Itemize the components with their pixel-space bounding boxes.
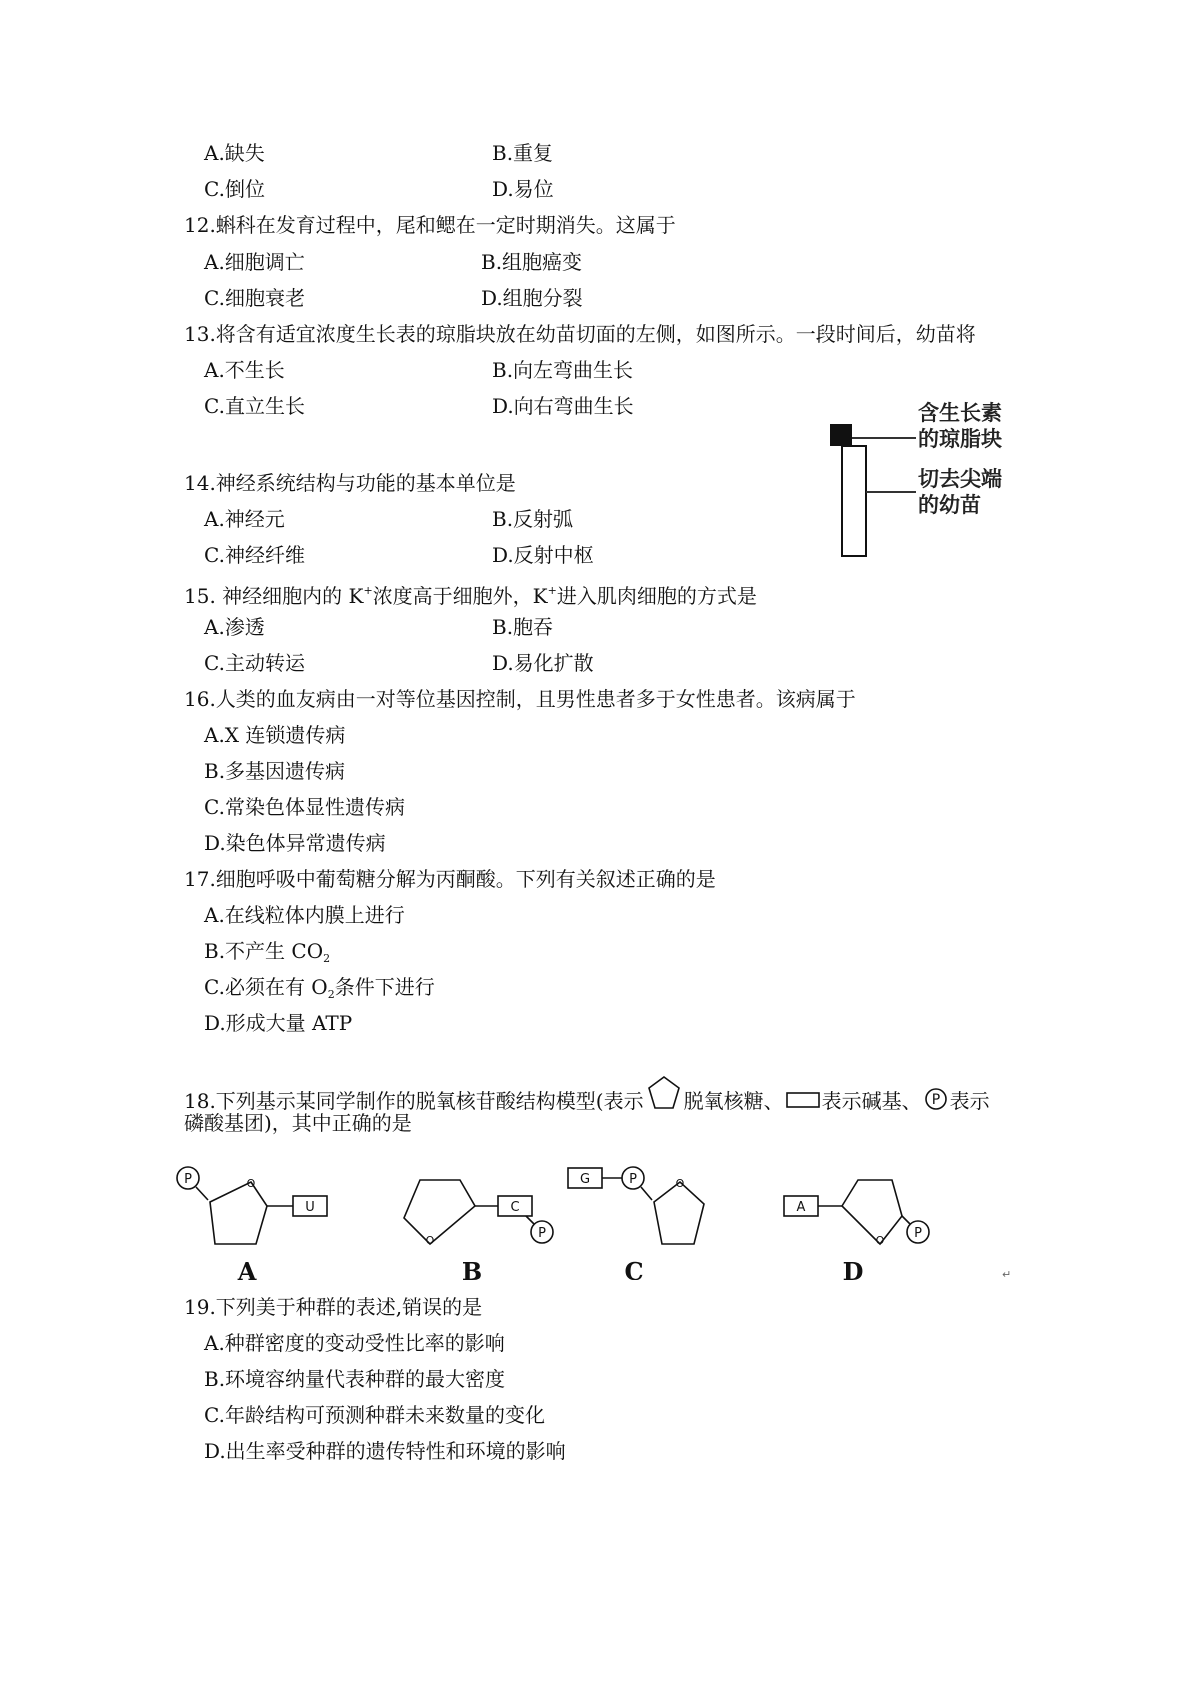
q11-option-b: B.重复	[492, 141, 554, 165]
agar-label-line2: 的琼脂块	[918, 427, 1002, 451]
q16-option-a: A.X 连锁遗传病	[204, 723, 346, 747]
svg-text:D: D	[842, 1257, 864, 1280]
q12-option-b: B.组胞癌变	[481, 250, 583, 274]
q19-stem: 19.下列美于种群的表述,销误的是	[184, 1295, 483, 1319]
q13-option-c: C.直立生长	[204, 394, 305, 418]
svg-text:A: A	[237, 1257, 257, 1280]
q17-option-c: C.必须在有 $O_2$条件下进行	[204, 975, 435, 1001]
model-b	[404, 1180, 553, 1280]
q13-option-a: A.不生长	[204, 358, 285, 382]
agar-label-line1: 含生长素	[918, 401, 1002, 425]
model-d	[784, 1180, 929, 1280]
q16-option-b: B.多基因遗传病	[204, 759, 346, 783]
svg-text:O: O	[675, 1177, 685, 1190]
return-mark: ↵	[1002, 1268, 1012, 1280]
svg-text:C: C	[624, 1257, 644, 1280]
svg-text:C: C	[510, 1200, 520, 1215]
q18-stem: 18.下列基示某同学制作的脱氧核苷酸结构模型(表示 脱氧核糖、 表示碱基、 P 表示	[184, 1074, 990, 1114]
svg-text:P: P	[931, 1092, 940, 1108]
q14-option-c: C.神经纤维	[204, 543, 305, 567]
q13-option-b: B.向左弯曲生长	[492, 358, 634, 382]
q15-option-b: B.胞吞	[492, 615, 554, 639]
svg-text:A: A	[796, 1200, 806, 1215]
q18-stem-line2: 磷酸基团)，其中正确的是	[184, 1111, 412, 1135]
svg-text:O: O	[875, 1234, 885, 1247]
q12-stem: 12.蝌科在发育过程中，尾和鳃在一定时期消失。这属于	[184, 213, 676, 237]
q14-option-d: D.反射中枢	[492, 543, 594, 567]
q15-option-d: D.易化扩散	[492, 651, 594, 675]
q14-option-b: B.反射弧	[492, 507, 574, 531]
svg-text:O: O	[425, 1234, 435, 1247]
svg-text:P: P	[184, 1172, 192, 1187]
seedling-stem	[842, 446, 866, 556]
q15-option-c: C.主动转运	[204, 651, 305, 675]
model-a	[177, 1167, 327, 1280]
q17-option-b: B.不产生 $CO_2$	[204, 939, 331, 965]
q13-option-d: D.向右弯曲生长	[492, 394, 634, 418]
q11-option-c: C.倒位	[204, 177, 265, 201]
svg-text:G: G	[579, 1172, 591, 1187]
q19-option-c: C.年龄结构可预测种群未来数量的变化	[204, 1403, 545, 1427]
q17-stem: 17.细胞呼吸中葡萄糖分解为丙酮酸。下列有关叙述正确的是	[184, 867, 716, 891]
svg-text:B: B	[461, 1257, 483, 1280]
svg-text:O: O	[246, 1177, 256, 1190]
q16-stem: 16.人类的血友病由一对等位基因控制，且男性患者多于女性患者。该病属于	[184, 687, 856, 711]
q13-seedling-figure	[820, 388, 1020, 578]
agar-block	[830, 424, 852, 446]
q12-option-a: A.细胞调亡	[204, 250, 305, 274]
q15-stem: 15. 神经细胞内的 K+浓度高于细胞外，K+进入肌肉细胞的方式是	[184, 584, 757, 608]
seedling-label-line2: 的幼苗	[918, 493, 981, 517]
phosphate-circle-icon	[924, 1087, 948, 1111]
q12-option-d: D.组胞分裂	[481, 286, 583, 310]
model-c	[568, 1167, 704, 1280]
q16-option-c: C.常染色体显性遗传病	[204, 795, 405, 819]
q15-option-a: A.渗透	[204, 615, 265, 639]
svg-text:P: P	[538, 1226, 546, 1241]
q17-option-d: D.形成大量 ATP	[204, 1011, 353, 1035]
q12-option-c: C.细胞衰老	[204, 286, 305, 310]
q14-option-a: A.神经元	[204, 507, 285, 531]
svg-text:P: P	[629, 1172, 637, 1187]
q13-stem: 13.将含有适宜浓度生长表的琼脂块放在幼苗切面的左侧，如图所示。一段时间后，幼苗将	[184, 322, 976, 346]
q18-models-figure	[170, 1160, 1030, 1280]
rectangle-icon	[786, 1091, 820, 1109]
q19-option-a: A.种群密度的变动受性比率的影响	[204, 1331, 505, 1355]
seedling-label-line1: 切去尖端	[918, 467, 1002, 491]
q19-option-b: B.环境容纳量代表种群的最大密度	[204, 1367, 506, 1391]
q11-option-a: A.缺失	[204, 141, 265, 165]
svg-text:P: P	[914, 1226, 922, 1241]
q17-option-a: A.在线粒体内膜上进行	[204, 903, 405, 927]
q16-option-d: D.染色体异常遗传病	[204, 831, 386, 855]
q19-option-d: D.出生率受种群的遗传特性和环境的影响	[204, 1439, 566, 1463]
pentagon-icon	[646, 1074, 682, 1114]
svg-text:U: U	[305, 1200, 315, 1215]
q11-option-d: D.易位	[492, 177, 554, 201]
q14-stem: 14.神经系统结构与功能的基本单位是	[184, 471, 516, 495]
